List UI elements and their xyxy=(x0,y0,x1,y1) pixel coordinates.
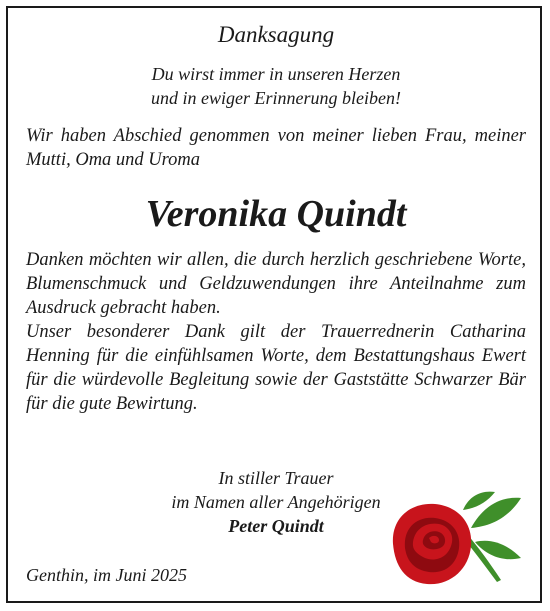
deceased-name: Veronika Quindt xyxy=(145,193,407,235)
verse-line-2: und in ewiger Erinnerung bleiben! xyxy=(151,88,401,108)
thanks-paragraph-2: Unser besonderer Dank gilt der Trauerrednerin Catharina Henning für die einfühlsamen Worte, dem Bestattungshaus Ewert für die würdevolle Begleitung sowie der Gaststätte Schwarzer Bär für die gute Bewirtung. xyxy=(26,322,526,414)
notice-heading: Danksagung xyxy=(217,22,335,47)
signer-name: Peter Quindt xyxy=(228,516,324,536)
intro-text: Wir haben Abschied genommen von meiner lieben Frau, meiner Mutti, Oma und Uroma xyxy=(26,126,526,170)
thanks-paragraph-1: Danken möchten wir allen, die durch herzlich geschriebene Worte, Blumenschmuck und Geldzuwendungen ihre Anteilnahme zum Ausdruck gebracht haben. xyxy=(26,250,526,318)
place-date: Genthin, im Juni 2025 xyxy=(26,565,187,585)
verse-line-1: Du wirst immer in unseren Herzen xyxy=(151,64,401,84)
notice-content xyxy=(26,20,526,416)
closing-line-2: im Namen aller Angehörigen xyxy=(171,492,381,512)
closing-line-1: In stiller Trauer xyxy=(218,468,334,488)
red-rose-icon xyxy=(383,488,525,588)
